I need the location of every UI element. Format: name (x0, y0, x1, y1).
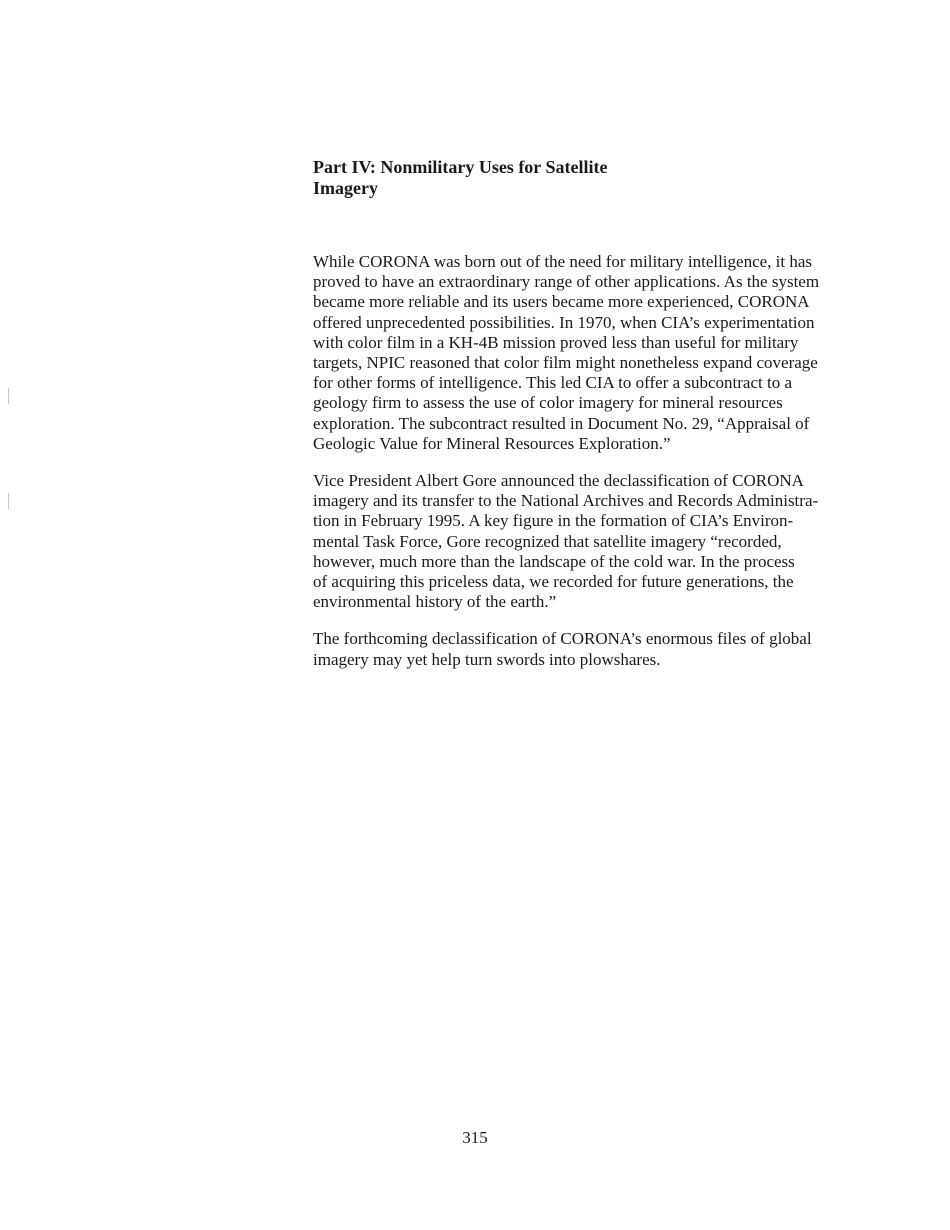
body-text (313, 252, 858, 687)
scan-artifact-mark (8, 388, 9, 404)
text-line: imagery may yet help turn swords into plowshares. (313, 649, 661, 669)
page-number: 315 (462, 1128, 488, 1147)
paragraph (313, 252, 858, 454)
text-line: Vice President Albert Gore announced the declassification of CORONA (313, 471, 804, 491)
paragraph (313, 629, 858, 669)
text-line: mental Task Force, Gore recognized that satellite imagery “recorded, (313, 531, 782, 551)
text-line: proved to have an extraordinary range of other applications. As the system (313, 272, 820, 292)
text-line: tion in February 1995. A key figure in the formation of CIA’s Environ- (313, 511, 794, 531)
text-line: imagery and its transfer to the National Archives and Records Administra- (313, 491, 819, 511)
text-line: targets, NPIC reasoned that color film might nonetheless expand coverage (313, 353, 818, 373)
section-heading-line: Imagery (313, 178, 378, 198)
text-line: geology firm to assess the use of color imagery for mineral resources (313, 393, 783, 413)
section-heading-line: Part IV: Nonmilitary Uses for Satellite (313, 157, 608, 177)
text-line: The forthcoming declassification of CORONA’s enormous files of global (313, 629, 812, 649)
section-heading (313, 157, 673, 199)
text-line: with color film in a KH-4B mission proved less than useful for military (313, 332, 799, 352)
scan-artifact-mark (8, 493, 9, 509)
text-line: became more reliable and its users became more experienced, CORONA (313, 292, 810, 312)
text-line: offered unprecedented possibilities. In 1970, when CIA’s experimentation (313, 312, 815, 332)
text-line: for other forms of intelligence. This led CIA to offer a subcontract to a (313, 373, 793, 393)
text-line: exploration. The subcontract resulted in Document No. 29, “Appraisal of (313, 413, 810, 433)
text-line: Geologic Value for Mineral Resources Exploration.” (313, 433, 671, 453)
paragraph (313, 471, 858, 612)
text-line: While CORONA was born out of the need for military intelligence, it has (313, 252, 813, 271)
text-line: environmental history of the earth.” (313, 592, 557, 612)
text-line: however, much more than the landscape of the cold war. In the process (313, 551, 795, 571)
text-line: of acquiring this priceless data, we recorded for future generations, the (313, 572, 794, 592)
